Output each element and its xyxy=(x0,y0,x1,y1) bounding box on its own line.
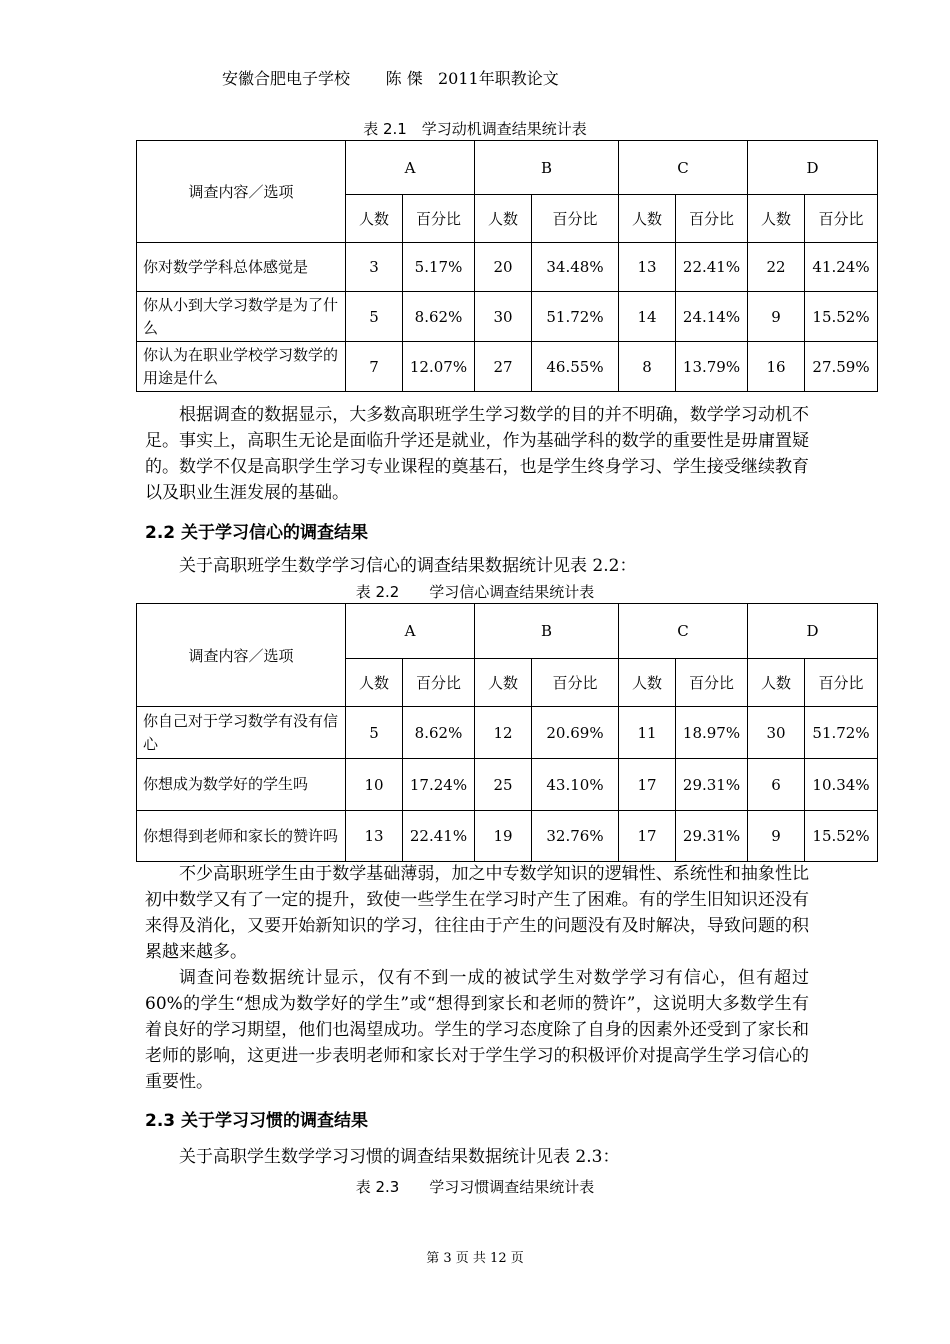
table2-option-a: A xyxy=(346,604,475,659)
cell: 3 xyxy=(346,243,403,292)
cell: 25 xyxy=(475,759,532,811)
table2-sub-percent: 百分比 xyxy=(532,659,619,707)
cell: 5 xyxy=(346,292,403,342)
header-title: 2011年职教论文 xyxy=(437,69,559,88)
row-question: 你想得到老师和家长的赞许吗 xyxy=(137,811,346,862)
cell: 29.31% xyxy=(676,759,748,811)
cell: 14 xyxy=(619,292,676,342)
cell: 17.24% xyxy=(403,759,475,811)
cell: 10.34% xyxy=(805,759,878,811)
cell: 15.52% xyxy=(805,811,878,862)
table1-sub-percent: 百分比 xyxy=(403,195,475,243)
row-question: 你自己对于学习数学有没有信心 xyxy=(137,707,346,759)
table2-option-d: D xyxy=(748,604,878,659)
table-learning-confidence xyxy=(136,603,878,862)
cell: 27.59% xyxy=(805,342,878,392)
paragraph-difficulty: 不少高职班学生由于数学基础薄弱，加之中专数学知识的逻辑性、系统性和抽象性比初中数学又有了一定的提升，致使一些学生在学习时产生了困难。有的学生旧知识还没有来得及消化，又要开始新知识的学习，往往由于产生的问题没有及时解决，导致问题的积累越来越多。 xyxy=(145,864,809,962)
cell: 43.10% xyxy=(532,759,619,811)
intro-2-3: 关于高职学生数学学习习惯的调查结果数据统计见表 2.3： xyxy=(179,1147,620,1167)
table2-sub-percent: 百分比 xyxy=(676,659,748,707)
table1-sub-count: 人数 xyxy=(748,195,805,243)
table1-corner: 调查内容／选项 xyxy=(137,141,346,243)
cell: 51.72% xyxy=(532,292,619,342)
table2-sub-percent: 百分比 xyxy=(403,659,475,707)
header-author: 陈 傑 xyxy=(385,69,423,88)
row-question: 你从小到大学习数学是为了什么 xyxy=(137,292,346,342)
cell: 19 xyxy=(475,811,532,862)
table-row xyxy=(137,759,878,811)
cell: 51.72% xyxy=(805,707,878,759)
table3-caption: 表 2.3 学习习惯调查结果统计表 xyxy=(355,1178,595,1196)
table-row xyxy=(137,243,878,292)
cell: 29.31% xyxy=(676,811,748,862)
table-row xyxy=(137,292,878,342)
table1-sub-count: 人数 xyxy=(346,195,403,243)
row-question: 你认为在职业学校学习数学的用途是什么 xyxy=(137,342,346,392)
cell: 9 xyxy=(748,811,805,862)
paragraph-confidence: 调查问卷数据统计显示，仅有不到一成的被试学生对数学学习有信心，但有超过 60%的学生“想成为数学好的学生”或“想得到家长和老师的赞许”，这说明大多数学生有着良好的学习期望，他们也渴望成功。学生的学习态度除了自身的因素外还受到了家长和老师的影响，这更进一步表明老师和家长对于学生学习的积极评价对提高学生学习信心的重要性。 xyxy=(145,968,809,1092)
row-question: 你对数学学科总体感觉是 xyxy=(137,243,346,292)
section-heading-2-2: 2.2 关于学习信心的调查结果 xyxy=(145,523,369,543)
cell: 16 xyxy=(748,342,805,392)
table2-sub-count: 人数 xyxy=(346,659,403,707)
row-question: 你想成为数学好的学生吗 xyxy=(137,759,346,811)
cell: 11 xyxy=(619,707,676,759)
cell: 32.76% xyxy=(532,811,619,862)
table1-sub-count: 人数 xyxy=(475,195,532,243)
table-row xyxy=(137,342,878,392)
table-row xyxy=(137,811,878,862)
cell: 18.97% xyxy=(676,707,748,759)
intro-2-2: 关于高职班学生数学学习信心的调查结果数据统计见表 2.2： xyxy=(179,556,637,576)
table2-sub-percent: 百分比 xyxy=(805,659,878,707)
cell: 7 xyxy=(346,342,403,392)
table-learning-motivation xyxy=(136,140,878,392)
cell: 46.55% xyxy=(532,342,619,392)
table1-sub-percent: 百分比 xyxy=(676,195,748,243)
cell: 12.07% xyxy=(403,342,475,392)
cell: 13 xyxy=(619,243,676,292)
table2-sub-count: 人数 xyxy=(619,659,676,707)
cell: 13 xyxy=(346,811,403,862)
table1-caption: 表 2.1 学习动机调查结果统计表 xyxy=(363,120,587,138)
table1-option-c: C xyxy=(619,141,748,195)
cell: 30 xyxy=(748,707,805,759)
cell: 8.62% xyxy=(403,292,475,342)
cell: 22 xyxy=(748,243,805,292)
cell: 17 xyxy=(619,759,676,811)
cell: 12 xyxy=(475,707,532,759)
page-footer: 第 3 页 共 12 页 xyxy=(426,1251,524,1266)
cell: 22.41% xyxy=(676,243,748,292)
table1-sub-percent: 百分比 xyxy=(805,195,878,243)
header-school: 安徽合肥电子学校 xyxy=(222,69,351,88)
table2-caption: 表 2.2 学习信心调查结果统计表 xyxy=(355,583,595,601)
cell: 13.79% xyxy=(676,342,748,392)
cell: 5.17% xyxy=(403,243,475,292)
cell: 24.14% xyxy=(676,292,748,342)
table1-option-d: D xyxy=(748,141,878,195)
table2-option-c: C xyxy=(619,604,748,659)
cell: 15.52% xyxy=(805,292,878,342)
table2-corner: 调查内容／选项 xyxy=(137,604,346,707)
table2-option-b: B xyxy=(475,604,619,659)
cell: 27 xyxy=(475,342,532,392)
table1-sub-count: 人数 xyxy=(619,195,676,243)
cell: 8 xyxy=(619,342,676,392)
table1-sub-percent: 百分比 xyxy=(532,195,619,243)
table1-option-b: B xyxy=(475,141,619,195)
cell: 22.41% xyxy=(403,811,475,862)
cell: 6 xyxy=(748,759,805,811)
table-row xyxy=(137,707,878,759)
cell: 20.69% xyxy=(532,707,619,759)
cell: 9 xyxy=(748,292,805,342)
cell: 8.62% xyxy=(403,707,475,759)
cell: 5 xyxy=(346,707,403,759)
section-heading-2-3: 2.3 关于学习习惯的调查结果 xyxy=(145,1111,369,1131)
cell: 34.48% xyxy=(532,243,619,292)
cell: 41.24% xyxy=(805,243,878,292)
page-header xyxy=(222,66,559,89)
cell: 30 xyxy=(475,292,532,342)
paragraph-motivation: 根据调查的数据显示，大多数高职班学生学习数学的目的并不明确，数学学习动机不足。事实上，高职生无论是面临升学还是就业，作为基础学科的数学的重要性是毋庸置疑的。数学不仅是高职学生学习专业课程的奠基石，也是学生终身学习、学生接受继续教育以及职业生涯发展的基础。 xyxy=(145,405,809,503)
cell: 10 xyxy=(346,759,403,811)
table1-option-a: A xyxy=(346,141,475,195)
table2-sub-count: 人数 xyxy=(475,659,532,707)
table2-sub-count: 人数 xyxy=(748,659,805,707)
cell: 20 xyxy=(475,243,532,292)
cell: 17 xyxy=(619,811,676,862)
